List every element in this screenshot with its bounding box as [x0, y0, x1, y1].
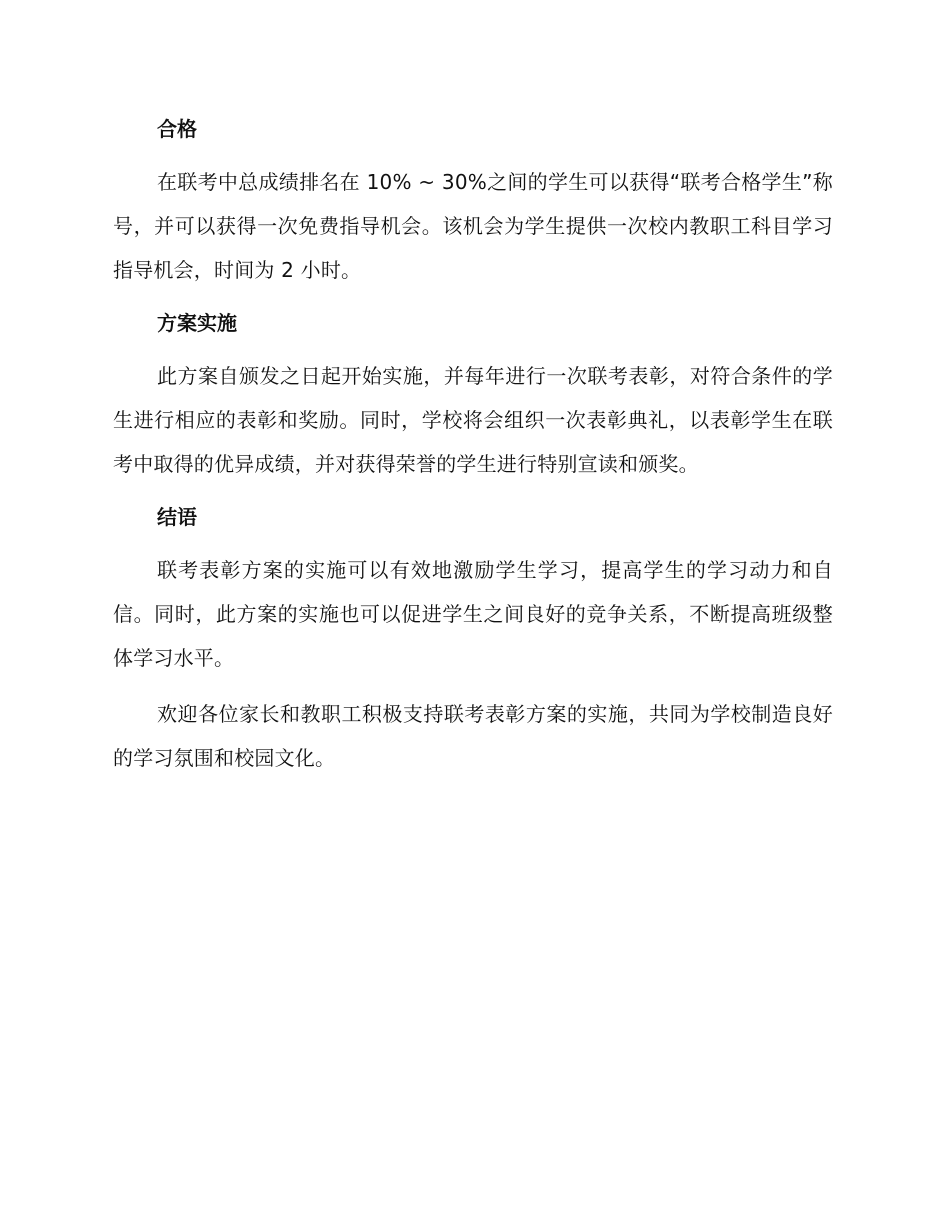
document-page: [113, 110, 833, 792]
paragraph-conclusion-2: 欢迎各位家长和教职工积极支持联考表彰方案的实施，共同为学校制造良好的学习氛围和校园文化。: [113, 702, 833, 770]
paragraph-implementation: 此方案自颁发之日起开始实施，并每年进行一次联考表彰，对符合条件的学生进行相应的表彰和奖励。同时，学校将会组织一次表彰典礼，以表彰学生在联考中取得的优异成绩，并对获得荣誉的学生进行特别宣读和颁奖。: [113, 364, 833, 476]
section-heading-qualified: 合格: [157, 117, 197, 141]
section-heading-implementation: 方案实施: [157, 311, 237, 335]
paragraph-qualified: 在联考中总成绩排名在 10% ~ 30%之间的学生可以获得“联考合格学生”称号，并可以获得一次免费指导机会。该机会为学生提供一次校内教职工科目学习指导机会，时间为 2 小时。: [113, 170, 833, 282]
paragraph-conclusion-1: 联考表彰方案的实施可以有效地激励学生学习，提高学生的学习动力和自信。同时，此方案的实施也可以促进学生之间良好的竞争关系，不断提高班级整体学习水平。: [113, 558, 833, 670]
section-heading-conclusion: 结语: [157, 505, 197, 529]
